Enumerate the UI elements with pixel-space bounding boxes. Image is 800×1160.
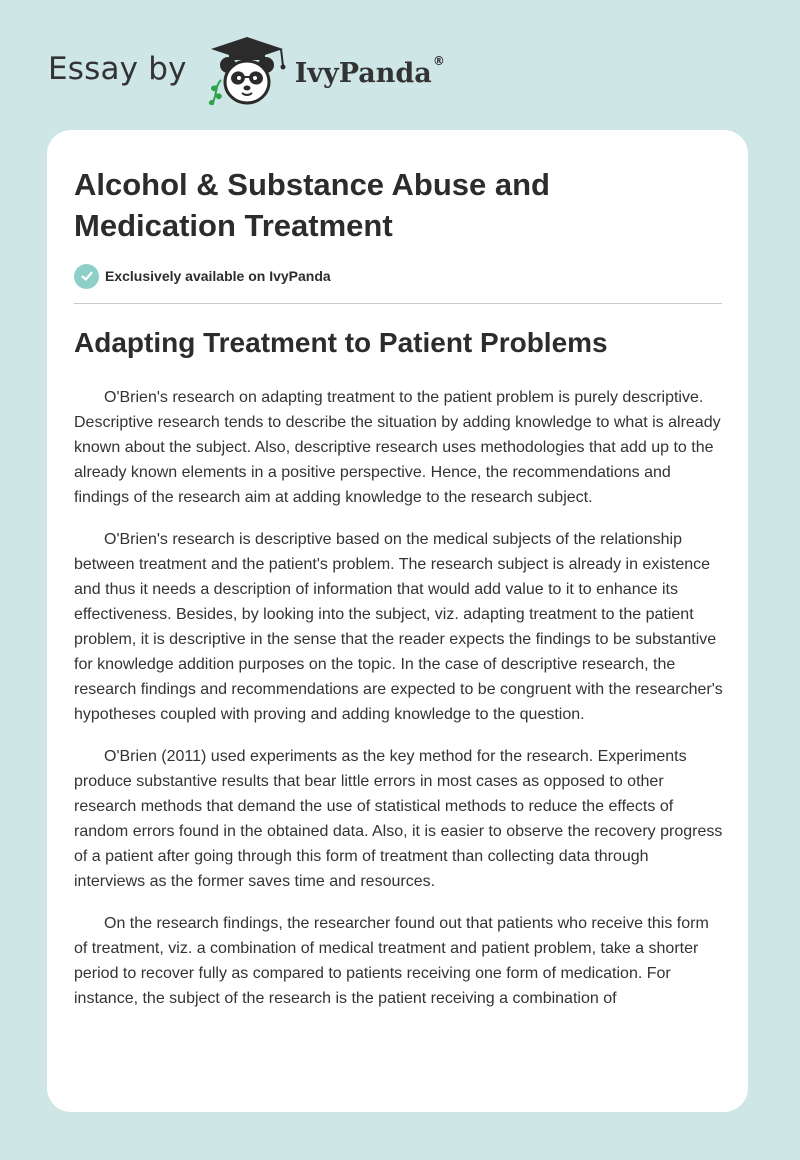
paragraph: O'Brien (2011) used experiments as the key method for the research. Experiments produce substantive results that bear little errors in most cases as opposed to other research methods that demand the use of statistical methods to reduce the effects of random errors found in the obtained data. Also, it is easier to observe the recovery progress of a patient after going through this form of treatment than collecting data through interviews as the former saves time and resources.	[74, 748, 723, 890]
paragraph: On the research findings, the researcher found out that patients who receive this form of treatment, viz. a combination of medical treatment and patient problem, take a shorter period to recover fully as compared to patients receiving one form of medication. For instance, the subject of the research is the patient receiving a combination of	[74, 915, 709, 1007]
essay-card	[47, 130, 748, 1112]
brand-prefix: Essay by	[48, 51, 187, 87]
page-title: Alcohol & Substance Abuse and Medication Treatment	[74, 167, 550, 243]
section-heading: Adapting Treatment to Patient Problems	[74, 327, 608, 358]
brand-name: IvyPanda®	[294, 53, 445, 89]
paragraph: O'Brien's research is descriptive based on the medical subjects of the relationship between treatment and the patient's problem. The research subject is already in existence and thus it needs a description of information that would add value to it to enhance its effectiveness. Besides, by looking into the subject, viz. adapting treatment to the patient problem, it is descriptive in the sense that the reader expects the findings to be substantive for knowledge addition purposes on the topic. In the case of descriptive research, the research findings and recommendations are expected to be congruent with the researcher's hypotheses coupled with proving and adding knowledge to the question.	[74, 531, 723, 723]
paragraph: O'Brien's research on adapting treatment to the patient problem is purely descriptive. Descriptive research tends to describe the situation by adding knowledge to what is already known about the subject. Also, descriptive research uses methodologies that add up to the already known elements in a positive perspective. Hence, the recommendations and findings of the research aim at adding knowledge to the research subject.	[74, 389, 721, 506]
panda-graduate-logo-icon	[201, 36, 293, 108]
exclusive-badge	[74, 263, 331, 289]
site-header	[48, 36, 445, 108]
registered-mark: ®	[432, 53, 445, 68]
divider	[74, 303, 722, 304]
essay-body	[74, 385, 724, 1028]
check-circle-icon	[74, 264, 99, 289]
exclusive-label: Exclusively available on IvyPanda	[105, 268, 331, 284]
